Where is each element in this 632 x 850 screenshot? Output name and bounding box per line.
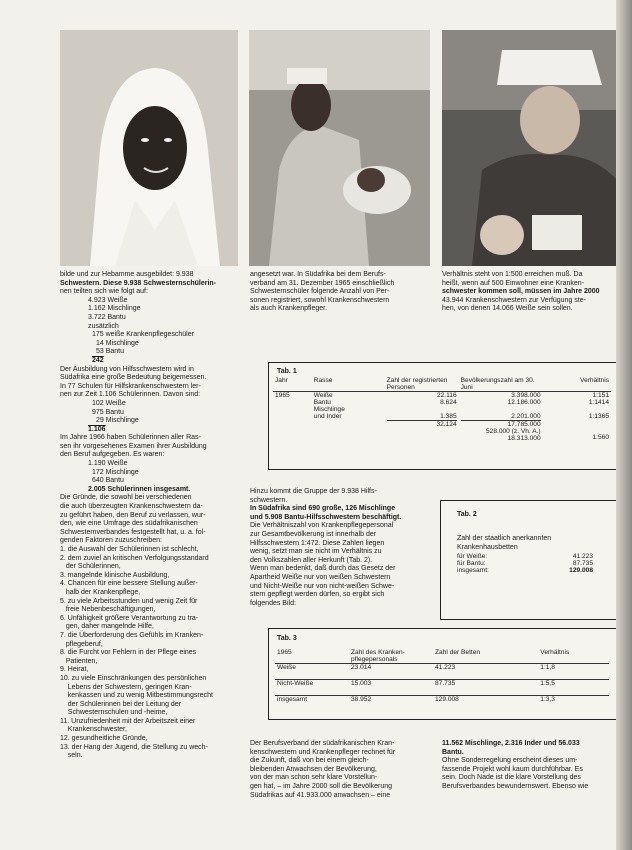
text-line: zu geführt haben, den Beruf zu verlassen, wur- xyxy=(60,511,206,519)
text-line: wenig, setzt man sie nicht im Verhältnis zu xyxy=(250,548,382,556)
text-line: 11.562 Mischlinge, 2.316 Inder und 56.033 xyxy=(442,740,580,747)
table-cell: insgesamt xyxy=(277,696,308,703)
reason-item: Patienten, xyxy=(60,657,98,665)
table-cell: 23.014 xyxy=(351,664,372,671)
text-line: sein. Doch Nade ist die klare Vorstellung des xyxy=(442,774,581,782)
text-line: Südafrika eine große Bedeutung beigemessen. xyxy=(60,374,207,382)
table-cell: 1:3,3 xyxy=(540,696,555,703)
text-line: sen ihr vorgesehenes Examen ihrer Ausbildung xyxy=(60,442,207,450)
text-line: 53 Bantu xyxy=(96,348,125,356)
text-line: 1.190 Weiße xyxy=(88,460,128,468)
reason-item: freie Nebenbeschäftigungen, xyxy=(60,606,156,614)
ratio-cell: 1:151 xyxy=(592,392,609,399)
text-line: folgendes Bild: xyxy=(250,599,296,607)
race-cell: und Inder xyxy=(313,413,342,420)
table-cell: 15.003 xyxy=(351,680,372,687)
text-line: Die Verhältniszahl von Krankenpflegepersonal xyxy=(250,522,394,530)
table-cell: Weiße xyxy=(277,664,296,671)
table-cell: 41.223 xyxy=(435,664,456,671)
ratio-cell: 1:1365 xyxy=(588,413,609,420)
text-line: 1.106 xyxy=(88,425,106,433)
col-header: Rasse xyxy=(313,377,333,384)
column-right-top xyxy=(442,271,627,314)
text-line: 172 Mischlinge xyxy=(92,468,139,476)
table-title: Tab. 2 xyxy=(457,511,477,518)
column-left xyxy=(60,271,240,761)
text-line: In Südafrika sind 690 große, 126 Mischlinge xyxy=(250,505,396,513)
table-heading: Zahl der staatlich anerkannten xyxy=(457,535,552,542)
text-line: 975 Bantu xyxy=(92,408,124,416)
population-cell: 2.201.000 xyxy=(511,413,541,420)
persons-cell: 8.624 xyxy=(440,399,457,406)
column-middle-mid xyxy=(250,488,435,608)
text-line: 102 Weiße xyxy=(92,399,126,407)
table-cell: 87.735 xyxy=(435,680,456,687)
reason-item: 7. die Überforderung des Gefühls im Kranken- xyxy=(60,631,204,639)
text-line: gen hat, – im Jahre 2000 soll die Bevölkerung xyxy=(250,782,393,790)
table-cell: 1:1,8 xyxy=(540,664,555,671)
table-2 xyxy=(440,500,618,620)
text-line: die Zukunft, daß von bei einem gleich- xyxy=(250,757,369,765)
text-line: zur Gesamtbevölkerung ist innerhalb der xyxy=(250,530,377,538)
text-line: Der Berufsverband der südafrikanischen Kran- xyxy=(250,740,395,747)
population-total: 18.313.000 xyxy=(507,435,541,442)
col-header: Verhältnis xyxy=(580,377,609,384)
col-header: Bevölkerungszahl am 30. Juni xyxy=(460,377,535,391)
text-line: den Beruf aufgegeben. Es waren: xyxy=(60,451,165,459)
reason-item: seln. xyxy=(60,752,83,760)
col-header: Zahl der registrierten Personen xyxy=(386,377,448,391)
text-line: In 77 Schulen für Hilfskrankenschwestern ler- xyxy=(60,382,201,390)
col-header: Verhältnis xyxy=(540,649,570,656)
persons-cell: 1.385 xyxy=(440,413,457,420)
table-cell: 129.008 xyxy=(435,696,459,703)
text-line: Südafrikas auf 41.933.000 anwachsen – eine xyxy=(250,791,391,799)
race-cell: Weiße xyxy=(313,392,333,399)
table-cell: 1:5,5 xyxy=(540,680,555,687)
text-line: und Nicht-Weiße nur von nicht-weißen Schwe- xyxy=(250,582,395,590)
text-line: Hinzu kommt die Gruppe der 9.938 Hilfs- xyxy=(250,488,377,495)
row-label: insgesamt: xyxy=(457,567,489,574)
text-line: nen zur Zeit 1.106 Schülerinnen. Davon sind: xyxy=(60,391,201,399)
text-line: 14 Mischlinge xyxy=(96,339,139,347)
row-value: 87.735 xyxy=(572,560,593,567)
col-header: 1965 xyxy=(277,649,292,656)
text-line: 175 weiße Krankenpflegeschüler xyxy=(92,331,194,339)
photo-nurse-portrait xyxy=(60,30,238,266)
col-header: Zahl der Betten xyxy=(435,649,481,656)
reason-item: 10. zu viele Einschränkungen des persönlichen xyxy=(60,674,207,682)
page-fold-shadow xyxy=(616,0,632,850)
table-cell: Nicht-Weiße xyxy=(277,680,314,687)
reason-item: 6. Unfähigkeit größere Verantwortung zu tra- xyxy=(60,614,199,622)
text-line: bleibenden Anwachsen der Bevölkerung, xyxy=(250,765,377,773)
persons-total: 32.124 xyxy=(387,420,457,428)
text-line: sonen registriert, sowohl Krankenschwestern xyxy=(250,296,390,304)
ratio-cell: 1:560 xyxy=(592,434,609,441)
table-heading: Krankenhausbetten xyxy=(457,543,518,551)
photo-nurse-holding-baby xyxy=(249,30,430,266)
text-line: schwestern. xyxy=(250,496,288,504)
text-line: Verhältnis steht von 1:500 erreichen muß. Da xyxy=(442,271,583,278)
row-label: für Bantu: xyxy=(457,560,486,567)
reason-item: Schwesternschulen und -heime, xyxy=(60,709,168,717)
text-line: heißt, wenn auf 500 Einwohner eine Kranken- xyxy=(442,279,585,287)
text-line: hen, von denen 14.066 Weiße sein sollen. xyxy=(442,305,573,313)
photo-nurse-with-infant xyxy=(442,30,632,266)
text-line: Hilfsschwestern 1:472. Diese Zahlen liegen xyxy=(250,539,385,547)
text-line: bilde und zur Hebamme ausgebildet: 9.938 xyxy=(60,271,194,278)
text-line: 3.722 Bantu xyxy=(88,313,126,321)
population-cell: 12.186.000 xyxy=(507,399,541,406)
reason-item: gen, daher mangelnde Hilfe, xyxy=(60,623,154,631)
table-3 xyxy=(268,628,618,720)
table-1 xyxy=(268,362,618,470)
text-line: verband am 31. Dezember 1965 einschließlich xyxy=(250,279,395,287)
column-middle-top xyxy=(250,271,430,314)
reason-item: 3. mangelnde klinische Ausbildung, xyxy=(60,571,170,579)
race-cell: Bantu xyxy=(313,399,331,406)
text-line: fassende Projekt wohl kaum durchführbar. Es xyxy=(442,765,583,773)
text-line: angesetzt war. In Südafrika bei dem Berufs- xyxy=(250,271,386,278)
text-line: Berufsverbandes bewundernswert. Ebenso wie xyxy=(442,782,589,790)
text-line: Schwesternverbandes festgestellt hat, u. a. fol- xyxy=(60,528,206,536)
table-title: Tab. 3 xyxy=(277,635,297,642)
text-line: zusätzlich xyxy=(88,322,119,330)
table-title: Tab. 1 xyxy=(277,368,297,375)
col-header: Zahl des Kranken-pflegepersonals xyxy=(351,649,405,663)
text-line: stern gepflegt werden dürfen, so ergibt sich xyxy=(250,591,385,599)
reason-item: 4. Chancen für eine bessere Stellung außer- xyxy=(60,580,198,588)
reason-item: Lebens der Schwestern, geringen Kran- xyxy=(60,683,192,691)
col-header: Jahr xyxy=(275,377,288,384)
text-line: Schwestern. Diese 9.938 Schwesternschülerin- xyxy=(60,279,217,287)
reason-item: halb der Krankenpflege, xyxy=(60,588,141,596)
text-line: Der Ausbildung von Hilfsschwestern wird in xyxy=(60,365,194,373)
reason-item: 12. gesundheitliche Gründe, xyxy=(60,735,148,743)
table-cell: 38.952 xyxy=(351,696,372,703)
row-value: 129.008 xyxy=(569,567,593,574)
text-line: Apartheid Weiße nur von weißen Schwestern xyxy=(250,573,391,581)
ratio-cell: 1:1414 xyxy=(588,399,609,406)
text-line: Die Gründe, die sowohl bei verschiedenen xyxy=(60,494,192,502)
reason-item: 5. zu viele Arbeitsstunden und wenig Zeit für xyxy=(60,597,198,605)
population-cell: 528.000 (z. Vh. A.) xyxy=(486,428,541,435)
text-line: Im Jahre 1966 haben Schülerinnen aller Ras- xyxy=(60,434,201,442)
reason-item: der Schülerinnen bei der Leitung der xyxy=(60,700,182,708)
column-middle-bottom xyxy=(250,740,435,800)
text-line: nen teilten sich wie folgt auf: xyxy=(60,288,148,296)
population-cell: 3.398.000 xyxy=(511,392,541,399)
text-line: genden Faktoren zuzuschreiben: xyxy=(60,537,162,545)
year-cell: 1965 xyxy=(275,392,290,399)
text-line: 43.944 Krankenschwestern zur Verfügung ste- xyxy=(442,296,586,304)
race-cell: Mischlinge xyxy=(313,406,345,413)
column-right-bottom xyxy=(442,740,620,792)
text-line: 29 Mischlinge xyxy=(96,417,139,425)
reason-item: kenkassen und zu wenig Mitbestimmungsrecht xyxy=(60,692,213,700)
text-line: von der man schon sehr klare Vorstellun- xyxy=(250,774,378,782)
text-line: Schwesternschüler folgende Anzahl von Per- xyxy=(250,288,390,296)
text-line: Bantu. xyxy=(442,748,464,756)
text-line: 1.162 Mischlinge xyxy=(88,305,141,313)
reason-item: der Schülerinnen, xyxy=(60,563,121,571)
text-line: den, wie eine Umfrage des südafrikanischen xyxy=(60,520,198,528)
reason-item: 9. Heirat, xyxy=(60,666,89,674)
text-line: die auch überzeugten Krankenschwestern da- xyxy=(60,503,203,511)
text-line: kenschwestern und Krankenpfleger rechnet für xyxy=(250,748,396,756)
text-line: Wenn man bedenkt, daß durch das Gesetz der xyxy=(250,565,396,573)
row-value: 41.223 xyxy=(572,553,593,560)
reason-item: pflegeberuf, xyxy=(60,640,103,648)
text-line: 2.005 Schülerinnen insgesamt. xyxy=(88,485,191,493)
text-line: 640 Bantu xyxy=(92,477,124,485)
reason-item: Krankenschwester, xyxy=(60,726,127,734)
text-line: 242 xyxy=(92,356,104,364)
reasons-list xyxy=(60,546,240,761)
text-line: den Volkszahlen aller Herkunft (Tab. 2). xyxy=(250,556,373,564)
reason-item: 2. dem zuviel an kritischen Verfolgungsstandard xyxy=(60,554,209,562)
reason-item: 13. der Hang der Jugend, die Stellung zu wech- xyxy=(60,743,208,751)
population-cell: 17.785.000 xyxy=(461,420,541,428)
text-line: als auch Krankenpfleger. xyxy=(250,305,328,313)
text-line: Ohne Sonderregelung erscheint dieses um- xyxy=(442,757,578,765)
reason-item: 1. die Auswahl der Schülerinnen ist schlecht, xyxy=(60,546,199,553)
text-line: 4.923 Weiße xyxy=(88,296,128,304)
row-label: für Weiße: xyxy=(457,553,488,560)
reason-item: 8. die Furcht vor Fehlern in der Pflege eines xyxy=(60,649,197,657)
text-line: und 5.908 Bantu-Hilfsschwestern beschäftigt. xyxy=(250,513,402,521)
reason-item: 11. Unzufriedenheit mit der Arbeitszeit einer xyxy=(60,717,196,725)
persons-cell: 22.116 xyxy=(436,392,457,399)
text-line: schwester kommen soll, müssen im Jahre 2000 xyxy=(442,288,600,296)
